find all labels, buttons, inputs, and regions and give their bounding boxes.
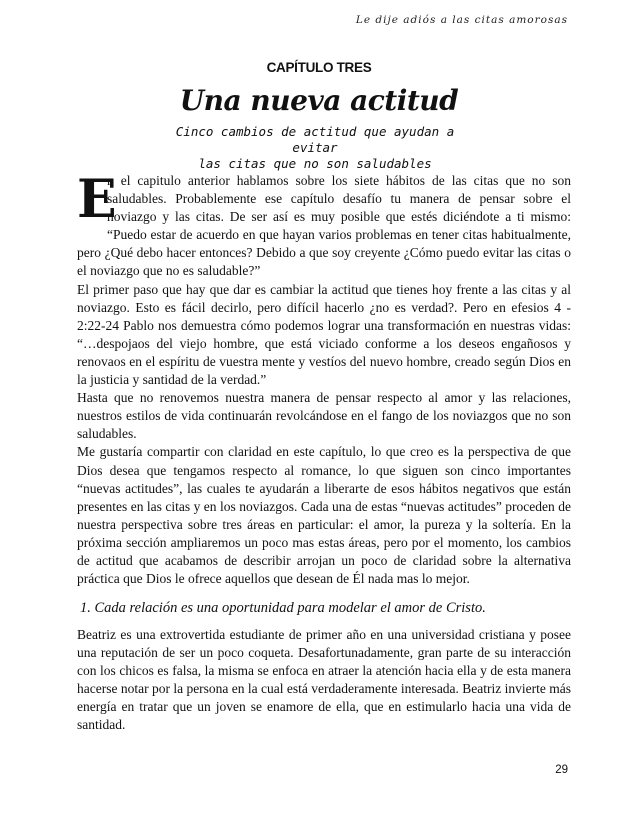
chapter-label: CAPÍTULO TRES — [266, 60, 372, 75]
drop-cap: E — [77, 169, 117, 230]
section-1-body — [77, 626, 571, 735]
section-1-paragraph: Beatriz es una extrovertida estudiante de primer año en una universidad cristiana y posee una reputación de ser un poco coqueta. Desafortunadamente, gran parte de su interacción con los chicos es falsa, la misma se enfoca en atraer la atención hacia ella y de esta manera hacerse notar por la persona en la cual está verdaderamente interesada. Beatriz invierte más energía en tratar que un joven se enamore de ella, que en estimularlo hacia una vida de santidad. — [77, 627, 572, 733]
subtitle-line-1: Cinco cambios de actitud que ayudan a evitar — [175, 124, 455, 155]
body-paragraph-3: Hasta que no renovemos nuestra manera de pensar respecto al amor y las relaciones, nuestros estilos de vida continuarán revolcándose en el fango de los noviazgos que no son saludables. — [77, 390, 571, 442]
chapter-body — [77, 169, 571, 588]
body-paragraph-1 — [77, 169, 571, 281]
section-heading-1: 1. Cada relación es una oportunidad para modelar el amor de Cristo. — [80, 600, 486, 616]
chapter-title: Una nueva actitud — [179, 84, 459, 117]
page-number: 29 — [555, 764, 568, 776]
running-header: Le dije adiós a las citas amorosas — [355, 14, 568, 26]
body-paragraph-4: Me gustaría compartir con claridad en este capítulo, lo que creo es la perspectiva de que Dios desea que tengamos respecto al romance, lo que siguen son cinco importantes “nuevas actitudes”, las cuales te ayudarán a liberarte de esos hábitos negativos que están presentes en las citas y en los noviazgos. Cada una de estas “nuevas actitudes” proceden de nuestra perspectiva sobre tres áreas en particular: el amor, la pureza y la soltería. En la próxima sección ampliaremos un poco mas estas áreas, pero por el momento, los cambios de actitud que acabamos de describir arrojan un poco de claridad sobre la alternativa práctica que Dios le ofrece aquellos que desean de Él nada mas lo mejor. — [77, 444, 571, 587]
body-paragraph-2: El primer paso que hay que dar es cambiar la actitud que tienes hoy frente a las citas y al noviazgo. Esto es fácil decirlo, pero difícil hacerlo ¿no es verdad?. Pero en efesios 4 - 2:22-24 Pablo nos demuestra cómo podemos lograr una transformación en nuestras vidas: “…despojaos del viejo hombre, que está viciado conforme a los deseos engañosos y renovaos en el espíritu de vuestra mente y vestíos del nuevo hombre, creado según Dios en la justicia y santidad de la verdad.” — [77, 281, 571, 388]
chapter-subtitle — [150, 124, 480, 172]
subtitle-line-2: las citas que no son saludables — [198, 156, 432, 171]
paragraph-1-text: n el capitulo anterior hablamos sobre los siete hábitos de las citas que no son saludables. Probablemente ese capítulo desafío tu manera de pensar sobre el noviazgo y las citas. De ser así es muy posible que estés diciéndote a ti mismo: “Puedo estar de acuerdo en que hayan varios problemas en tener citas habitualmente, pero ¿Qué debo hacer entonces? Debido a que soy creyente ¿Cómo puedo evitar las citas o el noviazgo que no es saludable?” — [77, 173, 571, 279]
